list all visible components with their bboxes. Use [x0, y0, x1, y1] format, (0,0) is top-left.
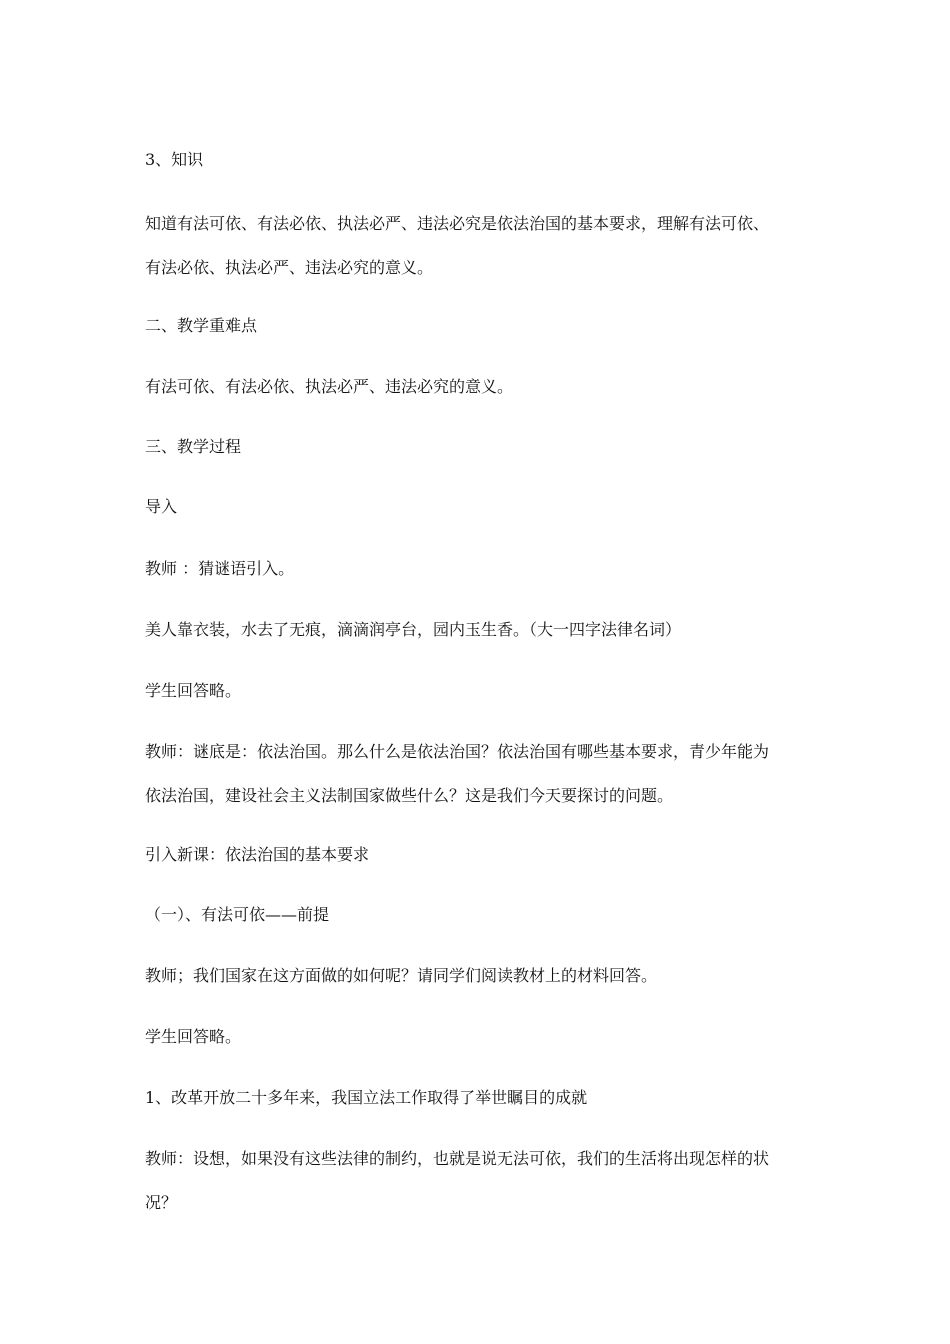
text-line: 学生回答略。	[145, 1027, 242, 1046]
text-line: 1、改革开放二十多年来，我国立法工作取得了举世瞩目的成就	[145, 1088, 588, 1107]
heading-teaching-process	[145, 437, 810, 457]
text-line: 依法治国，建设社会主义法制国家做些什么？这是我们今天要探讨的问题。	[145, 786, 674, 805]
heading-knowledge	[145, 150, 810, 170]
text-line: 况？	[145, 1193, 178, 1212]
text-line: 美人靠衣装，水去了无痕，滴滴润亭台，园内玉生香。（大一四字法律名词）	[145, 620, 682, 639]
paragraph-teacher-imagine	[145, 1137, 810, 1225]
paragraph-student-answer	[145, 681, 810, 701]
paragraph-teacher-riddle	[145, 559, 810, 579]
paragraph-teacher-question	[145, 966, 810, 986]
paragraph-new-lesson	[145, 845, 810, 865]
text-line: （一）、有法可依——前提	[145, 905, 330, 924]
paragraph-key-points-body	[145, 377, 810, 397]
paragraph-teacher-answer	[145, 730, 810, 818]
text-line: 教师；我们国家在这方面做的如何呢？请同学们阅读教材上的材料回答。	[145, 966, 658, 985]
text-line: 引入新课：依法治国的基本要求	[145, 845, 370, 864]
text-line: 教师：设想，如果没有这些法律的制约，也就是说无法可依，我们的生活将出现怎样的状	[145, 1149, 770, 1168]
text-line: 学生回答略。	[145, 681, 242, 700]
text-line: 教师：谜底是：依法治国。那么什么是依法治国？依法治国有哪些基本要求，青少年能为	[145, 742, 770, 761]
subheading-intro	[145, 497, 810, 517]
text-line: 3、知识	[145, 150, 204, 169]
paragraph-point-one	[145, 1088, 810, 1108]
text-line: 知道有法可依、有法必依、执法必严、违法必究是依法治国的基本要求，理解有法可依、	[145, 214, 770, 233]
heading-key-points	[145, 316, 810, 336]
text-line: 有法必依、执法必严、违法必究的意义。	[145, 258, 434, 277]
text-line: 教师 ：猜谜语引入。	[145, 559, 295, 578]
text-line: 二、教学重难点	[145, 316, 258, 335]
text-line: 导入	[145, 497, 178, 516]
paragraph-knowledge-body	[145, 202, 810, 290]
paragraph-student-answer-2	[145, 1027, 810, 1047]
text-line: 三、教学过程	[145, 437, 242, 456]
paragraph-riddle	[145, 620, 810, 640]
subheading-section-one	[145, 905, 810, 925]
text-line: 有法可依、有法必依、执法必严、违法必究的意义。	[145, 377, 514, 396]
